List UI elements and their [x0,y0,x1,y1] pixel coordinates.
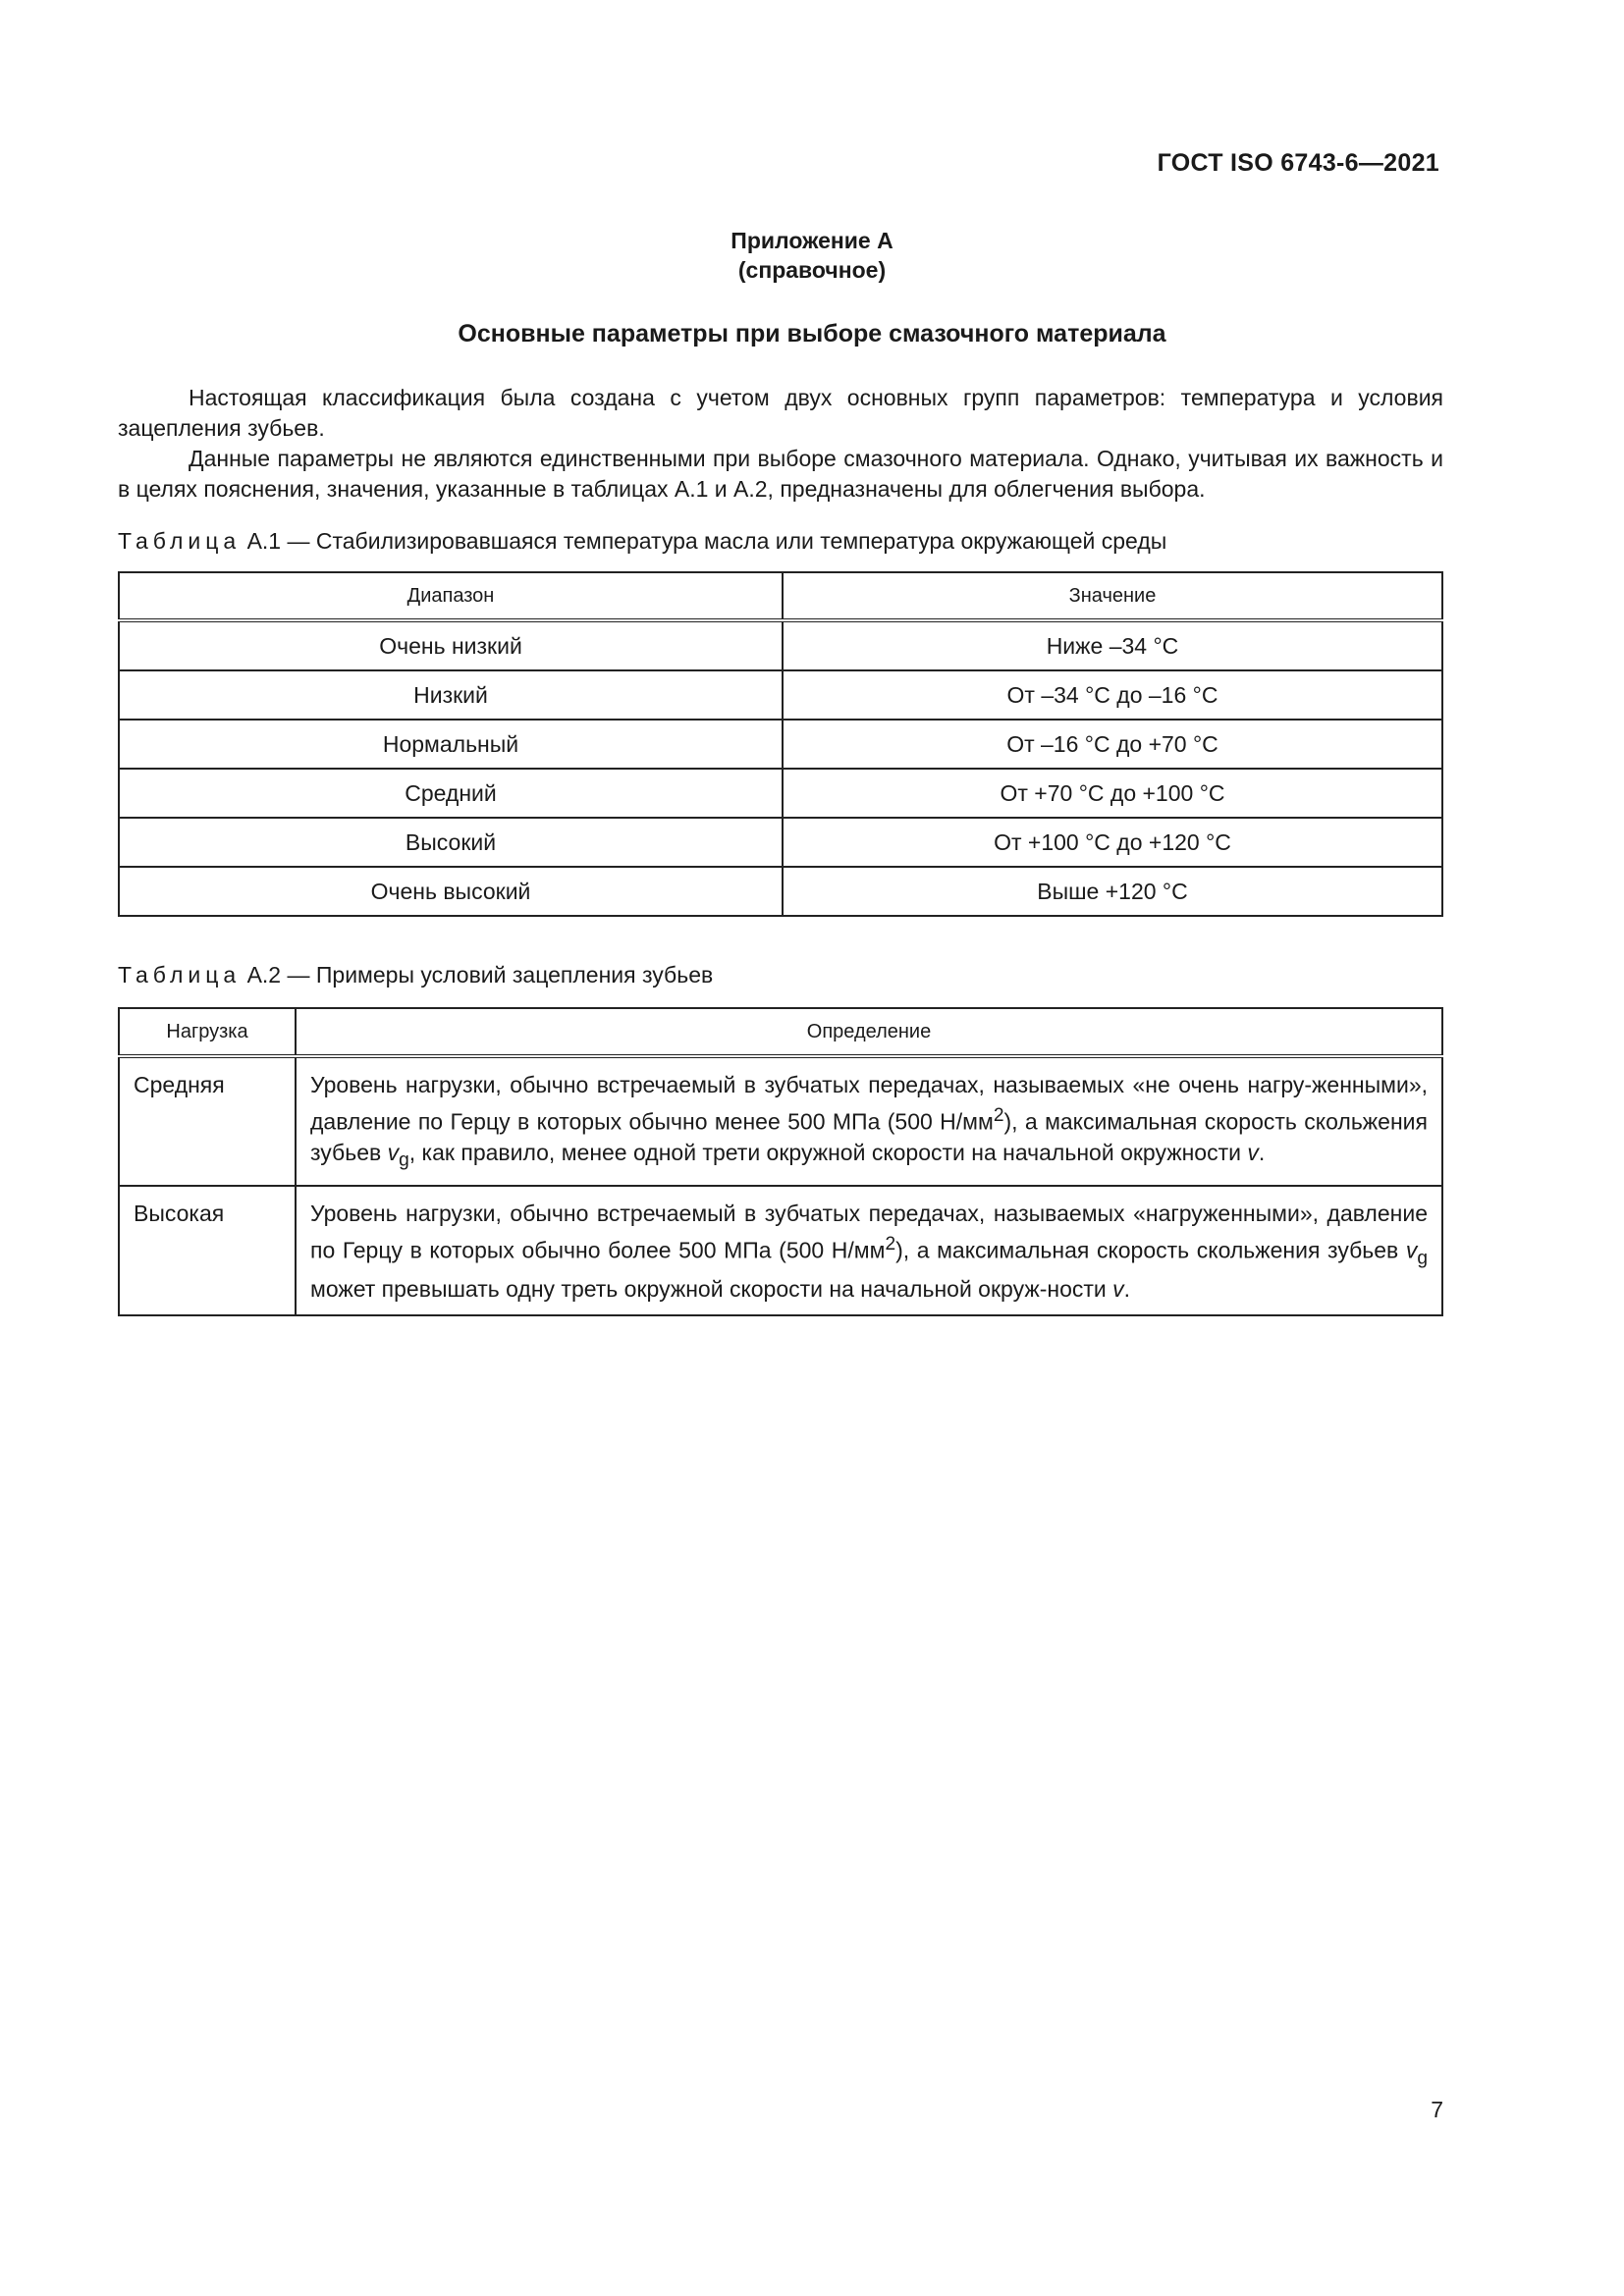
definition-cell [296,1056,1442,1186]
value-cell: От –16 °C до +70 °C [783,720,1442,769]
variable: v [1112,1275,1124,1302]
column-header-load: Нагрузка [119,1008,296,1056]
table-a2-caption [118,962,713,988]
superscript: 2 [885,1234,896,1255]
table-row [119,867,1442,916]
table-row [119,818,1442,867]
appendix-title: Приложение А [731,228,893,253]
column-header-definition: Определение [296,1008,1442,1056]
value-cell: От +100 °C до +120 °C [783,818,1442,867]
table-row [119,670,1442,720]
definition-text-part: ), а максимальная скорость скольжения зубьев [310,1108,1428,1165]
definition-text-part: . [1123,1275,1131,1302]
table-a1-caption-text: А.1 — Стабилизировавшаяся температура масла или температура окружающей среды [246,528,1167,554]
variable: v [1247,1139,1259,1165]
subscript: g [399,1149,409,1171]
column-header-range: Диапазон [119,572,783,620]
range-cell: Средний [119,769,783,818]
definition-cell [296,1186,1442,1314]
table-a1 [118,571,1443,917]
section-title: Основные параметры при выборе смазочного материала [458,320,1166,347]
definition-text-part: , как правило, менее одной трети окружной скорости на начальной окружности [408,1139,1248,1165]
definition-text-part: . [1258,1139,1266,1165]
superscript: 2 [993,1105,1004,1126]
table-row [119,1056,1442,1186]
table-header-row [119,1008,1442,1056]
table-row [119,720,1442,769]
table-a1-caption [118,528,1166,555]
table-row [119,1186,1442,1314]
definition-text-part: Уровень нагрузки, обычно встречаемый в зубчатых передачах, называемых «нагруженными», давление по Герцу в которых обычно более 500 МПа (500 Н/мм [310,1201,1428,1263]
table-row [119,620,1442,670]
range-cell: Нормальный [119,720,783,769]
appendix-heading [0,226,1624,285]
table-header-row [119,572,1442,620]
load-cell: Средняя [119,1056,296,1186]
variable: v [387,1139,400,1165]
intro-paragraph-1: Настоящая классификация была создана с учетом двух основных групп параметров: температура и условия зацепления зубьев. [118,385,1443,441]
table-a2-caption-word: Таблица [118,962,242,988]
value-cell: Ниже –34 °C [783,620,1442,670]
value-cell: От +70 °C до +100 °C [783,769,1442,818]
page-number: 7 [1431,2097,1443,2122]
table-a1-caption-word: Таблица [118,528,242,554]
table-row [119,769,1442,818]
subscript: g [1417,1248,1428,1269]
definition-text-part: Уровень нагрузки, обычно встречаемый в зубчатых передачах, называемых «не очень нагру-женными», давление по Герцу в которых обычно менее 500 МПа (500 Н/мм [310,1072,1428,1135]
appendix-subtitle: (справочное) [737,257,887,283]
intro-text [118,383,1443,505]
load-cell: Высокая [119,1186,296,1314]
document-id: ГОСТ ISO 6743-6—2021 [1157,149,1439,177]
column-header-value: Значение [783,572,1442,620]
table-a2 [118,1007,1443,1316]
range-cell: Высокий [119,818,783,867]
table-a2-caption-text: А.2 — Примеры условий зацепления зубьев [246,962,714,988]
definition-text-part: ), а максимальная скорость скольжения зубьев [895,1237,1406,1263]
range-cell: Очень высокий [119,867,783,916]
value-cell: Выше +120 °C [783,867,1442,916]
range-cell: Низкий [119,670,783,720]
intro-paragraph-2: Данные параметры не являются единственными при выборе смазочного материала. Однако, учитывая их важность и в целях пояснения, значения, указанные в таблицах А.1 и А.2, предназначены для облегчения выбора. [118,446,1443,502]
definition-text-part: может превышать одну треть окружной скорости на начальной окруж-ности [310,1275,1113,1302]
range-cell: Очень низкий [119,620,783,670]
variable: v [1405,1237,1418,1263]
value-cell: От –34 °C до –16 °C [783,670,1442,720]
